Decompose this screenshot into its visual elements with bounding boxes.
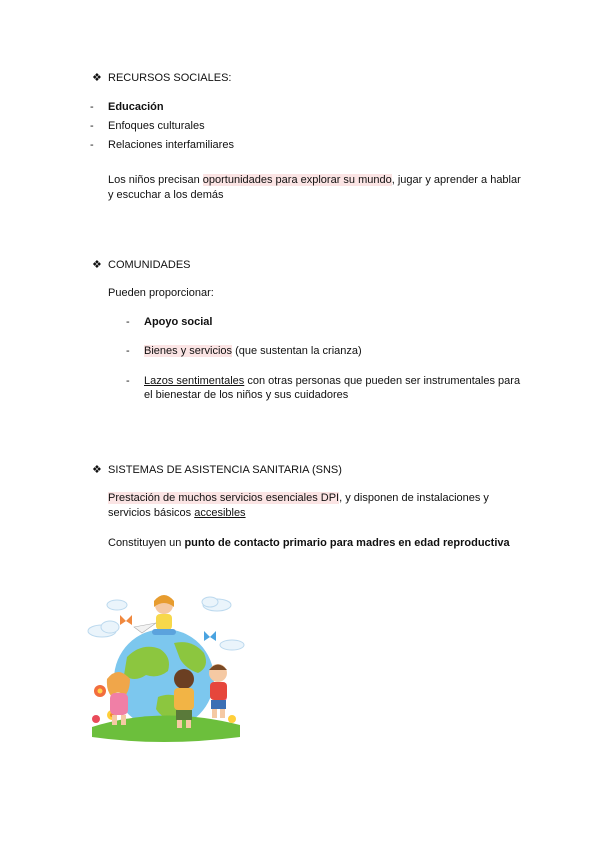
paragraph-ninos-line2: y escuchar a los demás bbox=[108, 189, 224, 201]
dash-bullet: - bbox=[126, 316, 130, 328]
list-item-relaciones: - Relaciones interfamiliares bbox=[90, 139, 234, 151]
dash-bullet: - bbox=[126, 345, 130, 357]
underlined-text: Lazos sentimentales bbox=[144, 375, 245, 387]
list-item-bienes: - Bienes y servicios (que sustentan la crianza) bbox=[126, 345, 362, 357]
list-item-lazos-line1: - Lazos sentimentales con otras personas que pueden ser instrumentales para bbox=[126, 375, 521, 387]
children-around-globe-illustration bbox=[72, 587, 250, 747]
sns-paragraph-line2: servicios básicos accesibles bbox=[108, 507, 246, 519]
dash-bullet: - bbox=[90, 139, 94, 151]
highlighted-text: Prestación de muchos servicios esenciales DPI bbox=[108, 492, 340, 504]
sns-paragraph-line1: Prestación de muchos servicios esenciales DPI, y disponen de instalaciones y bbox=[108, 492, 489, 504]
highlighted-text: oportunidades para explorar su mundo bbox=[202, 174, 392, 186]
dash-bullet: - bbox=[126, 375, 130, 387]
diamond-bullet-icon: ❖ bbox=[92, 259, 102, 271]
section-heading-sns: ❖ SISTEMAS DE ASISTENCIA SANITARIA (SNS) bbox=[92, 464, 342, 476]
dash-bullet: - bbox=[90, 120, 94, 132]
diamond-bullet-icon: ❖ bbox=[92, 464, 102, 476]
highlighted-text: Bienes y servicios bbox=[144, 345, 233, 357]
underlined-text: accesibles bbox=[194, 507, 246, 519]
sns-contact-paragraph: Constituyen un punto de contacto primario para madres en edad reproductiva bbox=[108, 537, 510, 549]
comunidades-intro: Pueden proporcionar: bbox=[108, 287, 214, 299]
list-item-enfoques: - Enfoques culturales bbox=[90, 120, 205, 132]
diamond-bullet-icon: ❖ bbox=[92, 72, 102, 84]
list-item-apoyo-social: - Apoyo social bbox=[126, 316, 213, 328]
section-heading-comunidades: ❖ COMUNIDADES bbox=[92, 259, 191, 271]
list-item-lazos-line2: el bienestar de los niños y sus cuidadores bbox=[144, 389, 349, 401]
dash-bullet: - bbox=[90, 101, 94, 113]
paragraph-ninos-line1: Los niños precisan oportunidades para explorar su mundo, jugar y aprender a hablar bbox=[108, 174, 521, 186]
list-item-educacion: - Educación bbox=[90, 101, 164, 113]
section-heading-recursos: ❖ RECURSOS SOCIALES: bbox=[92, 72, 232, 84]
